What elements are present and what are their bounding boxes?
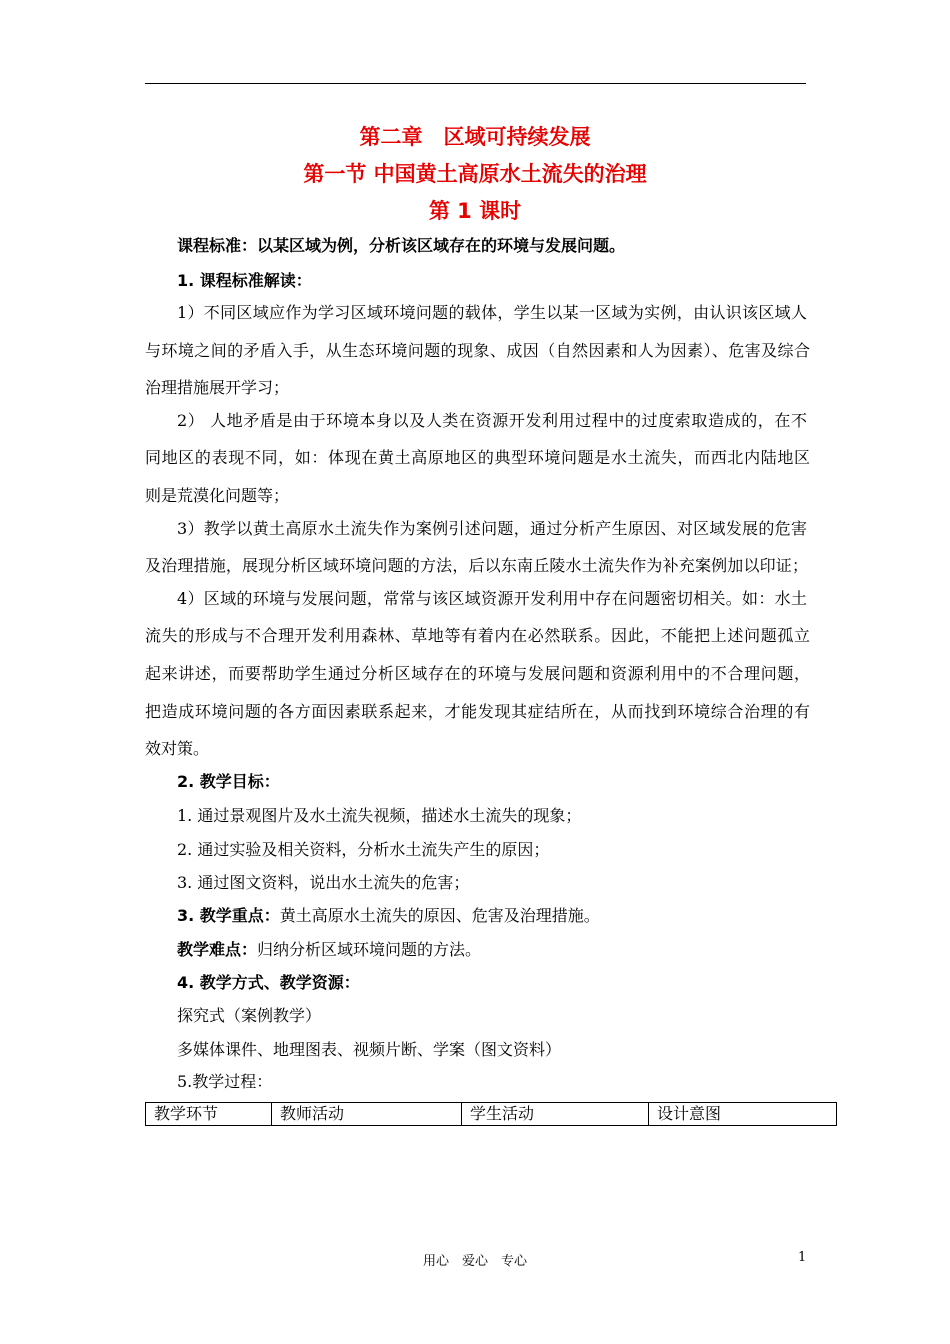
section-title: 第一节 中国黄土高原水土流失的治理: [303, 162, 647, 186]
paragraph-line: 则是荒漠化问题等；: [145, 486, 290, 505]
curriculum-standard: 课程标准：以某区域为例，分析该区域存在的环境与发展问题。: [177, 236, 626, 255]
table-header-row: [146, 1103, 837, 1126]
paragraph-line: 3）教学以黄土高原水土流失作为案例引述问题，通过分析产生原因、对区域发展的危害: [177, 519, 807, 538]
objective-item: 2. 通过实验及相关资料，分析水土流失产生的原因；: [177, 840, 550, 859]
paragraph-line: 把造成环境问题的各方面因素联系起来，才能发现其症结所在，从而找到环境综合治理的有: [145, 702, 810, 721]
paragraph-line: 流失的形成与不合理开发利用森林、草地等有着内在必然联系。因此，不能把上述问题孤立: [145, 626, 810, 645]
key-points: [177, 906, 842, 926]
lesson-title: 第 1 课时: [428, 199, 522, 223]
key-points-label: 3. 教学重点：: [177, 906, 280, 925]
paragraph-line: 4）区域的环境与发展问题，常常与该区域资源开发利用中存在问题密切相关。如：水土: [177, 589, 807, 608]
paragraph-line: 效对策。: [145, 739, 210, 758]
method-item: 探究式（案例教学）: [177, 1006, 322, 1025]
paragraph-line: 同地区的表现不同，如：体现在黄土高原地区的典型环境问题是水土流失，而西北内陆地区: [145, 448, 810, 467]
column-header: 教学环节: [146, 1103, 272, 1126]
interpretation-heading: 1. 课程标准解读：: [177, 271, 312, 290]
objective-item: 1. 通过景观图片及水土流失视频，描述水土流失的现象；: [177, 806, 582, 825]
difficulties-label: 教学难点：: [177, 940, 258, 959]
column-header: 学生活动: [462, 1103, 649, 1126]
objective-item: 3. 通过图文资料，说出水土流失的危害；: [177, 873, 470, 892]
paragraph-line: 及治理措施，展现分析区域环境问题的方法，后以东南丘陵水土流失作为补充案例加以印证；: [145, 556, 808, 575]
paragraph-line: 治理措施展开学习；: [145, 378, 290, 397]
footer-slogan: 用心 爱心 专心: [422, 1254, 527, 1269]
paragraph-line: 与环境之间的矛盾入手，从生态环境问题的现象、成因（自然因素和人为因素）、危害及综合: [145, 341, 810, 360]
process-table: [145, 1102, 837, 1126]
method-item: 多媒体课件、地理图表、视频片断、学案（图文资料）: [177, 1040, 562, 1059]
difficulties-text: 归纳分析区域环境问题的方法。: [257, 940, 482, 959]
paragraph-line: 1）不同区域应作为学习区域环境问题的载体，学生以某一区域为实例，由认识该区域人: [177, 303, 807, 322]
methods-heading: 4. 教学方式、教学资源：: [177, 973, 360, 992]
page-number: 1: [798, 1250, 807, 1265]
paragraph-line: 起来讲述，而要帮助学生通过分析区域存在的环境与发展问题和资源利用中的不合理问题，: [145, 664, 810, 683]
key-points-text: 黄土高原水土流失的原因、危害及治理措施。: [279, 906, 600, 925]
objectives-heading: 2. 教学目标：: [177, 772, 280, 791]
header-rule: [145, 83, 806, 84]
process-heading: 5.教学过程：: [177, 1072, 273, 1091]
difficulties: [177, 940, 842, 960]
column-header: 教师活动: [272, 1103, 462, 1126]
paragraph-line: 2） 人地矛盾是由于环境本身以及人类在资源开发利用过程中的过度索取造成的，在不: [177, 411, 807, 430]
chapter-title: 第二章 区域可持续发展: [359, 125, 591, 149]
column-header: 设计意图: [649, 1103, 837, 1126]
